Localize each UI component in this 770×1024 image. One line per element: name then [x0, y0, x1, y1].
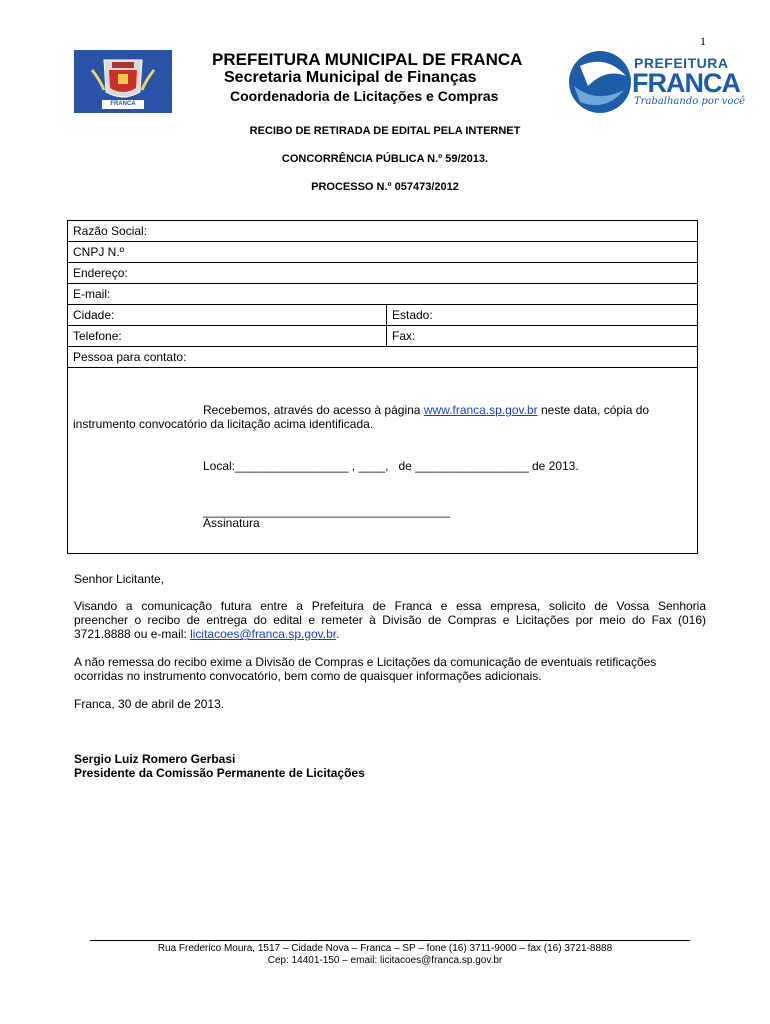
receipt-statement — [203, 403, 649, 417]
city-crest-logo — [74, 50, 172, 113]
paragraph-2-line-1: A não remessa do recibo exime a Divisão de Compras e Licitações da comunicação de eventuais retificações — [74, 655, 657, 669]
footer-address: Rua Frederico Moura, 1517 – Cidade Nova – Franca – SP – fone (16) 3711-9000 – fax (16) 3721-8888 — [157, 943, 613, 954]
receipt-title: RECIBO DE RETIRADA DE EDITAL PELA INTERNET — [249, 125, 521, 137]
cidade-field[interactable] — [68, 305, 697, 326]
estado-field[interactable] — [386, 305, 433, 326]
local-date-line[interactable]: Local:_________________ , ____, de _________________ de 2013. — [203, 459, 579, 473]
logo-tagline: Trabalhando por você — [634, 96, 745, 107]
paragraph-1 — [74, 599, 706, 641]
receipt-text-end: instrumento convocatório da licitação acima identificada. — [73, 417, 374, 431]
email-link[interactable]: licitacoes@franca.sp.gov.br — [190, 627, 337, 641]
paragraph-1-end: . — [336, 627, 340, 641]
website-link[interactable]: www.franca.sp.gov.br — [423, 403, 538, 417]
signature-label: Assinatura — [203, 516, 260, 530]
telefone-label: Telefone: — [73, 329, 122, 343]
signer-role: Presidente da Comissão Permanente de Licitações — [74, 766, 365, 780]
logo-top-text: PREFEITURA — [634, 55, 729, 71]
receipt-form — [67, 220, 698, 554]
receipt-text-start: Recebemos, através do acesso à página — [203, 403, 424, 417]
footer-divider — [90, 940, 690, 941]
estado-label: Estado: — [392, 308, 433, 322]
paragraph-2 — [74, 655, 706, 683]
cnpj-label: CNPJ N.º — [73, 245, 125, 259]
fax-label: Fax: — [392, 329, 416, 343]
email-label: E-mail: — [73, 287, 111, 301]
receipt-text-mid: neste data, cópia do — [537, 403, 650, 417]
process-number: PROCESSO N.º 057473/2012 — [311, 181, 459, 193]
razao-social-label: Razão Social: — [73, 224, 148, 238]
footer-contact: Cep: 14401-150 – email: licitacoes@franca.sp.gov.br — [267, 955, 503, 966]
letter-date: Franca, 30 de abril de 2013. — [74, 697, 225, 711]
crest-label: FRANCA — [110, 101, 136, 107]
contato-field[interactable] — [68, 347, 697, 368]
signature-line[interactable]: _____________________________________ — [203, 504, 450, 518]
signer-name: Sergio Luiz Romero Gerbasi — [74, 752, 236, 766]
department-name: Coordenadoria de Licitações e Compras — [230, 88, 499, 104]
contato-label: Pessoa para contato: — [73, 350, 187, 364]
endereco-label: Endereço: — [73, 266, 128, 280]
page-number: 1 — [700, 34, 706, 48]
fax-field[interactable] — [386, 326, 415, 347]
telefone-field[interactable] — [68, 326, 697, 347]
paragraph-1-line-1: Visando a comunicação futura entre a Prefeitura de Franca e essa empresa, solicito de Vossa Senhoria — [74, 599, 706, 613]
razao-social-field[interactable] — [68, 221, 697, 242]
paragraph-2-line-2: ocorridas no instrumento convocatório, bem como de quaisquer informações adicionais. — [74, 669, 542, 683]
email-field[interactable] — [68, 284, 697, 305]
page-subtitle: Secretaria Municipal de Finanças — [224, 69, 477, 86]
salutation: Senhor Licitante, — [74, 572, 165, 586]
paragraph-1-line-3: 3721.8888 ou e-mail: — [74, 627, 191, 641]
paragraph-1-line-2: preencher o recibo de entrega do edital e remeter à Divisão de Compras e Licitações por meio do Fax (016) — [74, 613, 706, 627]
cidade-label: Cidade: — [73, 308, 115, 322]
prefeitura-franca-logo — [566, 46, 746, 116]
competition-number: CONCORRÊNCIA PÚBLICA N.º 59/2013. — [281, 153, 489, 165]
cnpj-field[interactable] — [68, 242, 697, 263]
logo-main-text: FRANCA — [632, 68, 740, 98]
endereco-field[interactable] — [68, 263, 697, 284]
page-title: PREFEITURA MUNICIPAL DE FRANCA — [212, 50, 523, 69]
